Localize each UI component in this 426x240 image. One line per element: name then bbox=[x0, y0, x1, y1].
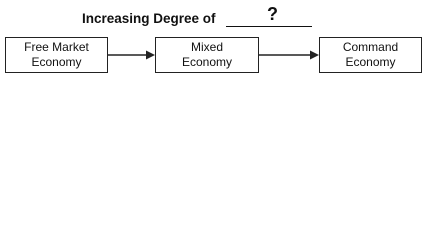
box-free-market-economy bbox=[5, 37, 108, 73]
arrow-right-icon bbox=[108, 48, 155, 62]
box-free-market-line2: Economy bbox=[31, 55, 82, 69]
diagram-heading bbox=[82, 4, 312, 28]
arrow-right-icon bbox=[259, 48, 319, 62]
box-command-line1: Command bbox=[342, 40, 399, 54]
question-mark: ? bbox=[267, 4, 279, 24]
box-mixed-line1: Mixed bbox=[190, 40, 223, 54]
box-free-market-line1: Free Market bbox=[24, 40, 89, 54]
box-command-line2: Economy bbox=[345, 55, 396, 69]
box-mixed-economy bbox=[155, 37, 259, 73]
box-command-economy bbox=[319, 37, 422, 73]
answer-blank bbox=[226, 4, 312, 27]
box-mixed-line2: Economy bbox=[181, 55, 233, 69]
heading-text: Increasing Degree of bbox=[82, 11, 216, 26]
